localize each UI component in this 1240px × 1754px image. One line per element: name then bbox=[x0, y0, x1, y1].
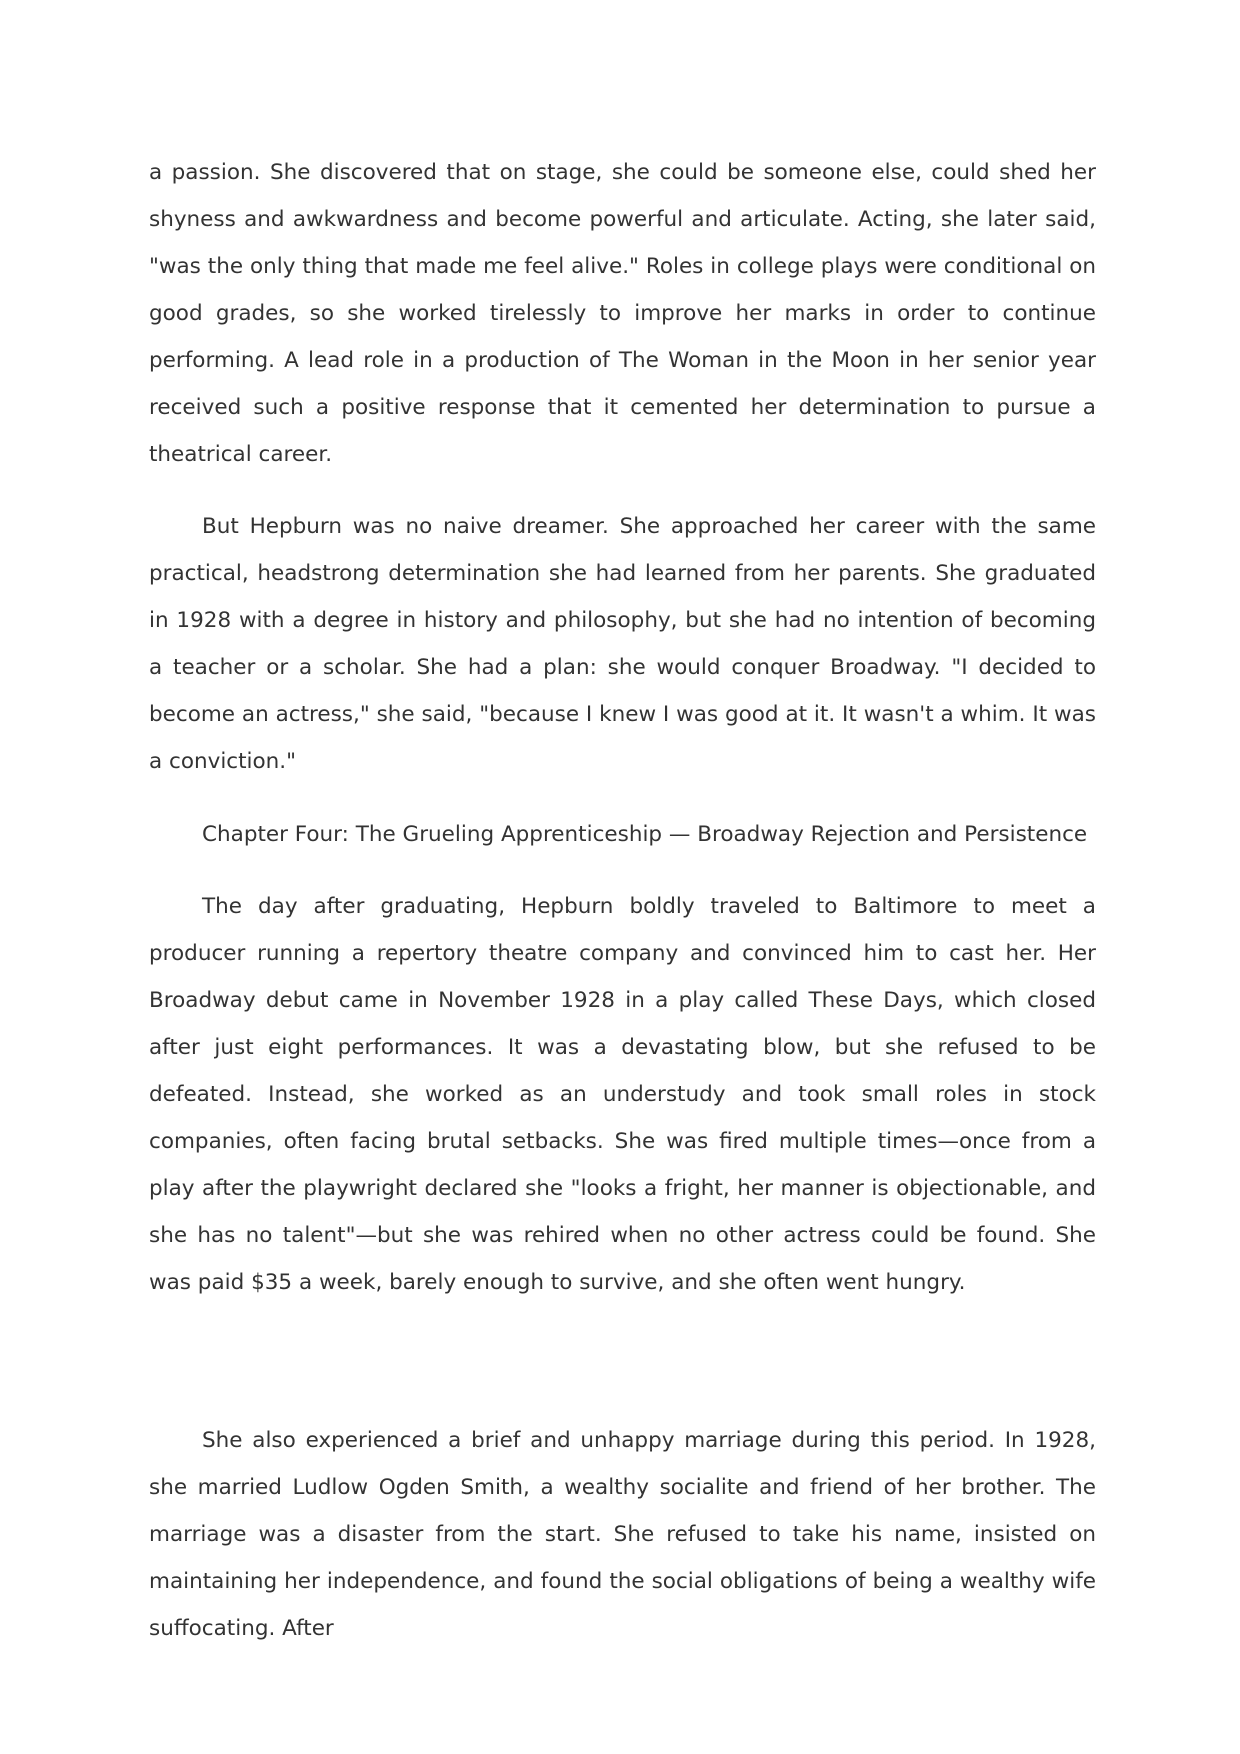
paragraph: The day after graduating, Hepburn boldly traveled to Baltimore to meet a producer running a repertory theatre company and convinced him to cast her. Her Broadway debut came in November 1928 in a play called These Days, which closed after just eight performances. It was a devastating blow, but she refused to be defeated. Instead, she worked as an understudy and took small roles in stock companies, often facing brutal setbacks. She was fired multiple times—once from a play after the playwright declared she "looks a fright, her manner is objectionable, and she has no talent"—but she was rehired when no other actress could be found. She was paid $35 a week, barely enough to survive, and she often went hungry. bbox=[149, 894, 1096, 1295]
paragraph: She also experienced a brief and unhappy marriage during this period. In 1928, she married Ludlow Ogden Smith, a wealthy socialite and friend of her brother. The marriage was a disaster from the start. She refused to take his name, insisted on maintaining her independence, and found the social obligations of being a wealthy wife suffocating. After bbox=[149, 1428, 1096, 1641]
paragraph: But Hepburn was no naive dreamer. She approached her career with the same practical, headstrong determination she had learned from her parents. She graduated in 1928 with a degree in history and philosophy, but she had no intention of becoming a teacher or a scholar. She had a plan: she would conquer Broadway. "I decided to become an actress," she said, "because I knew I was good at it. It wasn't a whim. It was a conviction." bbox=[149, 514, 1096, 774]
chapter-heading: Chapter Four: The Grueling Apprenticeship — Broadway Rejection and Persistence bbox=[202, 822, 1088, 847]
paragraph: a passion. She discovered that on stage, she could be someone else, could shed her shyness and awkwardness and become powerful and articulate. Acting, she later said, "was the only thing that made me feel alive." Roles in college plays were conditional on good grades, so she worked tirelessly to improve her marks in order to continue performing. A lead role in a production of The Woman in the Moon in her senior year received such a positive response that it cemented her determination to pursue a theatrical career. bbox=[149, 160, 1096, 467]
